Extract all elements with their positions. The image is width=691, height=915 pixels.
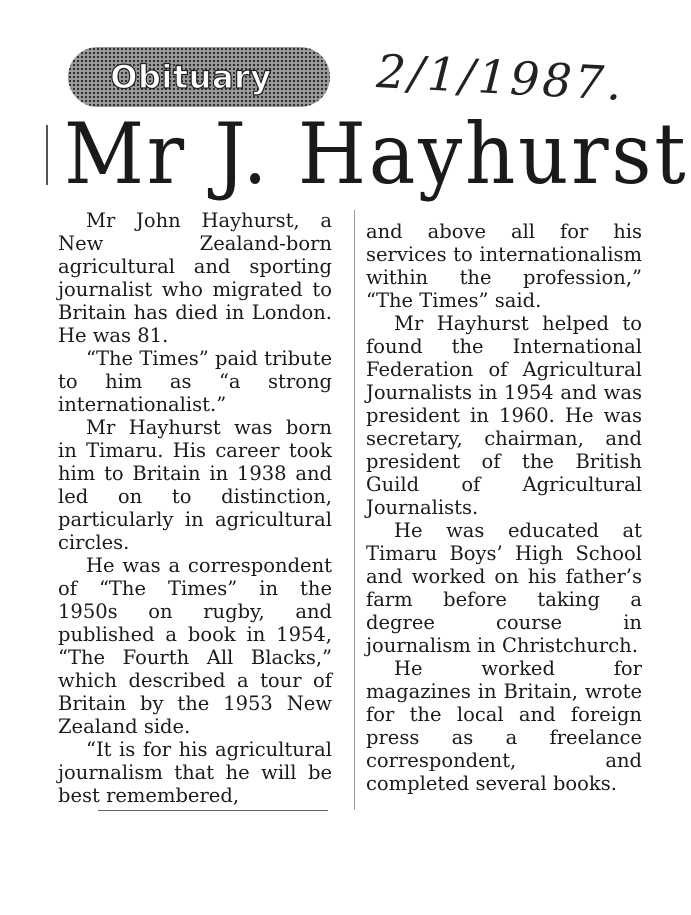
obituary-tag-label: Obituary xyxy=(110,58,272,96)
headline: Mr J. Hayhurst xyxy=(64,105,689,203)
bottom-rule xyxy=(98,810,328,811)
paragraph: He was educated at Timaru Boys’ High School and worked on his father’s farm before taking a degree course in journalism in Christchurch. xyxy=(366,519,642,657)
paragraph: Mr Hayhurst helped to found the International Federation of Agricultural Journalists in 1954 and was president in 1960. He was secretary, chairman, and president of the British Guild of Agricultural Journalists. xyxy=(366,312,642,519)
paragraph: and above all for his services to internationalism within the profession,” “The Times” said. xyxy=(366,220,642,312)
paragraph: He worked for magazines in Britain, wrote for the local and foreign press as a freelance correspondent, and completed several books. xyxy=(366,657,642,795)
obituary-tag xyxy=(68,47,330,107)
article-column-left xyxy=(58,209,332,807)
column-divider xyxy=(354,210,355,810)
paragraph: “It is for his agricultural journalism that he will be best remembered, xyxy=(58,738,332,807)
handwritten-date: 2/1/1987. xyxy=(375,44,626,111)
paragraph: Mr Hayhurst was born in Timaru. His career took him to Britain in 1938 and led on to distinction, particularly in agricultural circles. xyxy=(58,416,332,554)
margin-rule xyxy=(46,125,48,185)
paragraph: He was a correspondent of “The Times” in the 1950s on rugby, and published a book in 1954, “The Fourth All Blacks,” which described a tour of Britain by the 1953 New Zealand side. xyxy=(58,554,332,738)
paragraph: “The Times” paid tribute to him as “a strong internationalist.” xyxy=(58,347,332,416)
paragraph: Mr John Hayhurst, a New Zealand-born agricultural and sporting journalist who migrated to Britain has died in London. He was 81. xyxy=(58,209,332,347)
article-column-right xyxy=(366,220,642,795)
